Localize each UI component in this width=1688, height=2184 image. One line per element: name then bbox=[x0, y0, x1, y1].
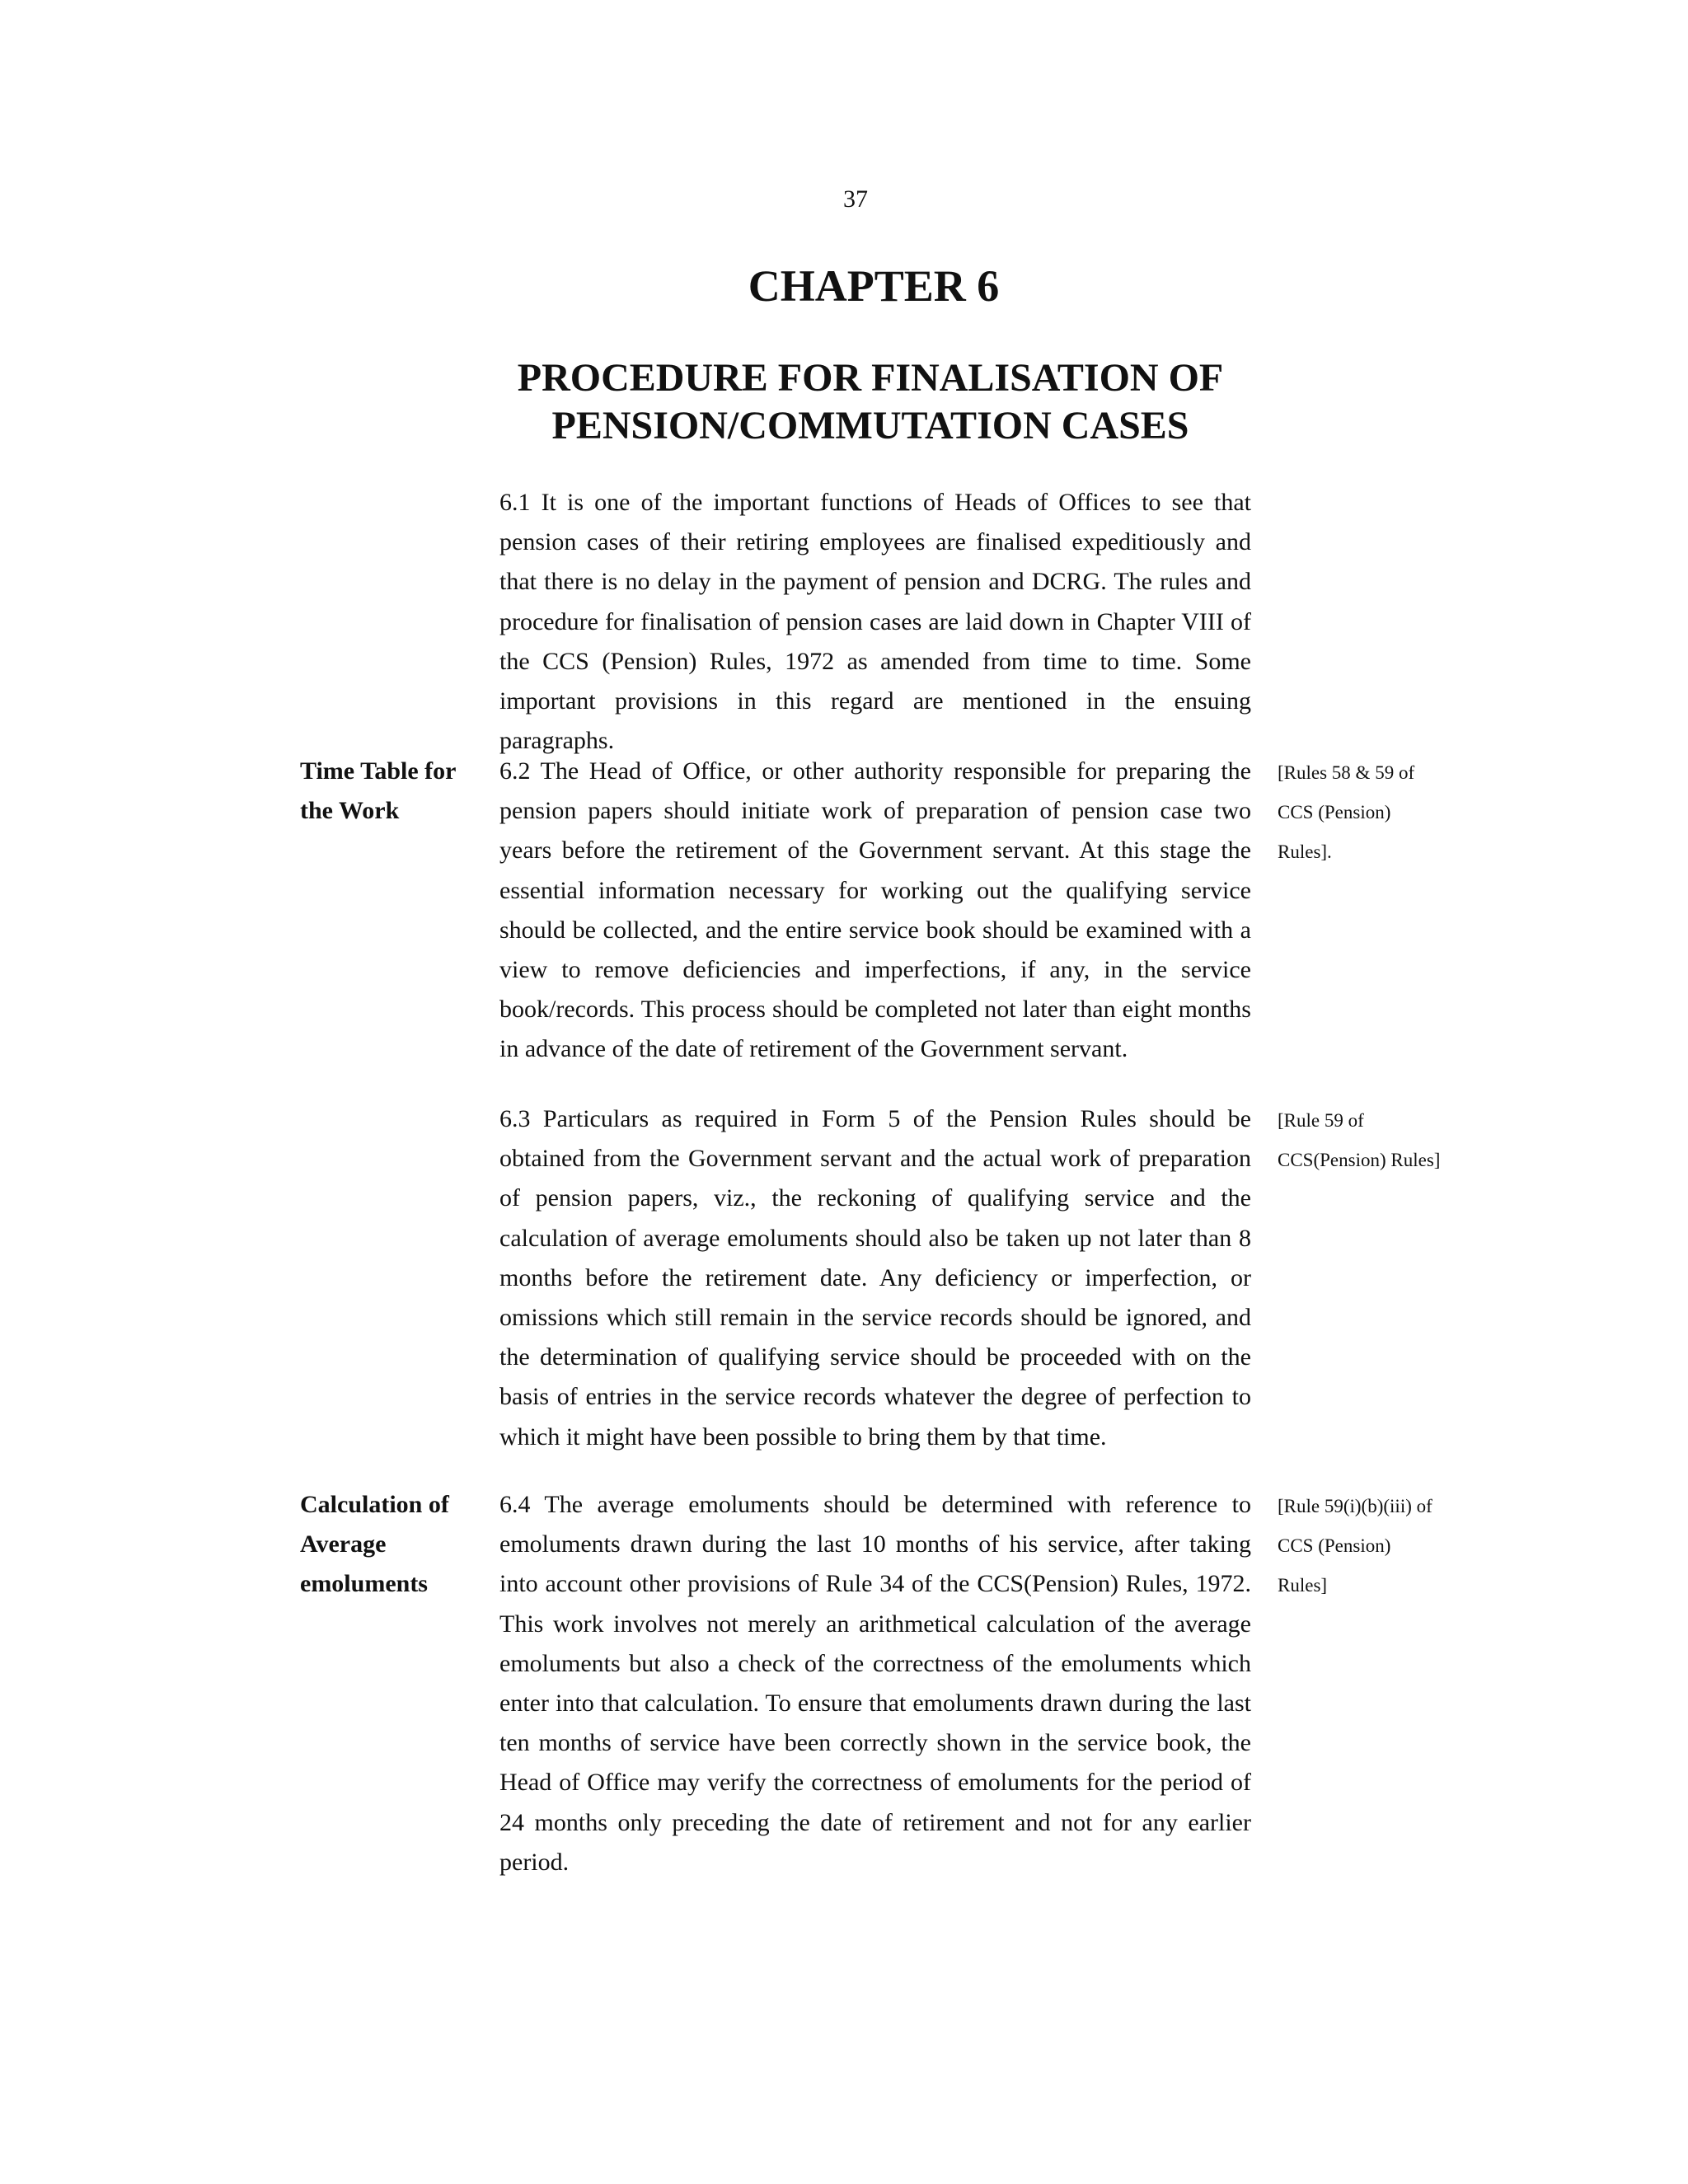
page-number: 37 bbox=[843, 185, 868, 213]
side-heading-time-table: Time Table for the Work bbox=[300, 757, 456, 825]
paragraph-6-3: 6.3 Particulars as required in Form 5 of the Pension Rules should be obtained from the Government servant and the actual work of preparation of pension papers, viz., the reckoning of qualifying service and the calculation of average emoluments should also be taken up not later than 8 months before the retirement date. Any deficiency or imperfection, or omissions which still remain in the service records should be ignored, and the determination of qualifying service should be proceeded with on the basis of entries in the service records whatever the degree of perfection to which it might have been possible to bring them by that time. bbox=[499, 1105, 1251, 1451]
rule-reference-6-4: [Rule 59(i)(b)(iii) of CCS (Pension) Rules] bbox=[1278, 1496, 1432, 1596]
paragraph-6-2: 6.2 The Head of Office, or other authority responsible for preparing the pension papers should initiate work of preparation of pension case two years before the retirement of the Government servant. At this stage the essential information necessary for working out the qualifying service should be collected, and the entire service book should be examined with a view to remove deficiencies and imperfections, if any, in the service book/records. This process should be completed not later than eight months in advance of the date of retirement of the Government servant. bbox=[499, 757, 1251, 1063]
rule-reference-6-3: [Rule 59 of CCS(Pension) Rules] bbox=[1278, 1110, 1441, 1171]
paragraph-6-1: 6.1 It is one of the important functions of Heads of Offices to see that pension cases of their retiring employees are finalised expeditiously and that there is no delay in the payment of pension and DCRG. The rules and procedure for finalisation of pension cases are laid down in Chapter VIII of the CCS (Pension) Rules, 1972 as amended from time to time. Some important provisions in this regard are mentioned in the ensuing paragraphs. bbox=[499, 489, 1251, 755]
section-title: PROCEDURE FOR FINALISATION OF PENSION/COMMUTATION CASES bbox=[517, 356, 1224, 448]
rule-reference-6-2: [Rules 58 & 59 of CCS (Pension) Rules]. bbox=[1278, 762, 1415, 863]
paragraph-6-4: 6.4 The average emoluments should be determined with reference to emoluments drawn during the last 10 months of his service, after taking into account other provisions of Rule 34 of the CCS(Pension) Rules, 1972. This work involves not merely an arithmetical calculation of the average emoluments but also a check of the correctness of the emoluments which enter into that calculation. To ensure that emoluments drawn during the last ten months of service have been correctly shown in the service book, the Head of Office may verify the correctness of emoluments for the period of 24 months only preceding the date of retirement and not for any earlier period. bbox=[499, 1491, 1251, 1876]
chapter-title: CHAPTER 6 bbox=[748, 261, 1000, 311]
side-heading-average-emoluments: Calculation of Average emoluments bbox=[300, 1491, 449, 1598]
